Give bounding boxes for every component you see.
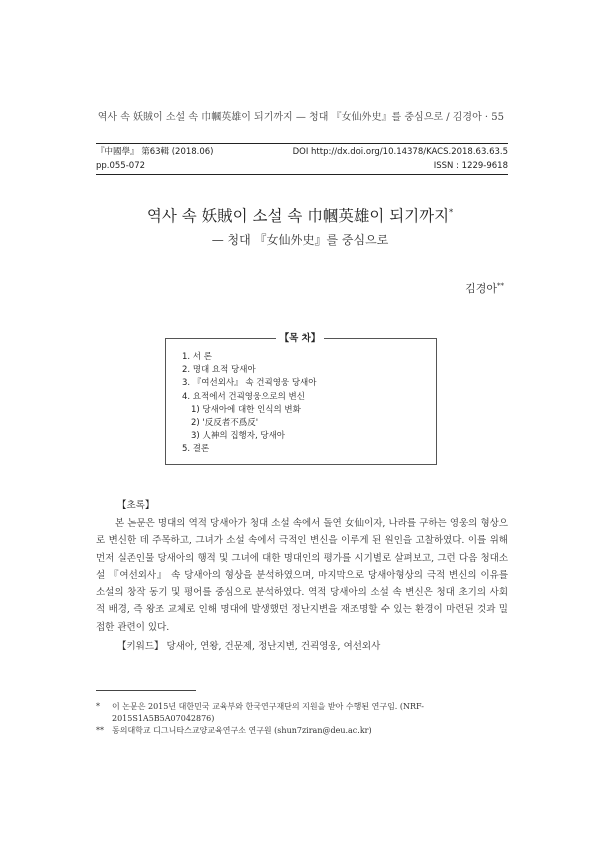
footnote bbox=[96, 701, 516, 725]
abstract-text: 본 논문은 명대의 역적 당새아가 청대 소설 속에서 돌연 女仙이자, 나라를 구하는 영웅의 형상으로 변신한 데 주목하고, 그녀가 소설 속에서 극적인 변신을 이루게 된 원인을 고찰하였다. 이를 위해 먼저 실존인물 당새아의 행적 및 그녀에 대한 명대인의 평가를 시기별로 살펴보고, 그런 다음 청대소설 『여선외사』 속 당새아의 형상을 분석하였으며, 마지막으로 당새아형상의 극적 변신의 이유를 소설의 창작 동기 및 평어를 중심으로 분석하였다. 역적 당새아의 소설 속 변신은 청대 초기의 사회적 배경, 즉 왕조 교체로 인해 명대에 발생했던 정난지변을 재조명할 수 있는 환경이 마련된 것과 밀접한 관련이 있다. bbox=[96, 518, 508, 633]
footnote-text: 동의대학교 디그니타스교양교육연구소 연구원 (shun7ziran@deu.ac.kr) bbox=[112, 726, 372, 735]
paper-subtitle: — 청대 『女仙外史』를 중심으로 bbox=[211, 233, 389, 247]
toc-list bbox=[182, 351, 316, 457]
toc-subitem: 3) 人神의 집행자, 당새아 bbox=[191, 431, 286, 442]
running-header: 역사 속 妖賊이 소설 속 巾幗英雄이 되기까지 — 청대 『女仙外史』를 중심으로 / 김경아 · 55 bbox=[97, 112, 504, 123]
toc-title bbox=[0, 330, 600, 344]
toc-item: 2. 명대 요적 당새아 bbox=[182, 365, 256, 376]
footnote-mark: * bbox=[96, 702, 100, 711]
footnote-mark: ** bbox=[96, 726, 104, 735]
journal-issn: ISSN : 1229-9618 bbox=[433, 161, 508, 171]
journal-pages: pp.055-072 bbox=[96, 161, 146, 171]
toc-item: 3. 『여선외사』 속 건괵영웅 당새아 bbox=[182, 378, 317, 389]
toc-item: 1. 서 론 bbox=[182, 352, 212, 362]
toc-item: 4. 요적에서 건괵영웅으로의 변신 bbox=[182, 391, 305, 402]
abstract-label: 【초록】 bbox=[117, 500, 155, 511]
paper-title-text: 역사 속 妖賊이 소설 속 巾幗英雄이 되기까지 bbox=[146, 207, 450, 225]
toc-item: 5. 결론 bbox=[182, 444, 210, 455]
author-name-text: 김경아 bbox=[465, 282, 497, 295]
footnote-divider bbox=[96, 690, 196, 691]
table-of-contents bbox=[165, 338, 437, 465]
footnote bbox=[96, 725, 516, 737]
journal-name: 『中國學』 第63輯 (2018.06) bbox=[96, 147, 214, 157]
toc-subitem: 2) '反反者不爲反' bbox=[191, 418, 259, 429]
keywords: 【키워드】 당새아, 연왕, 건문제, 정난지변, 건괵영웅, 여선외사 bbox=[117, 641, 381, 652]
doi-link[interactable]: DOI http://dx.doi.org/10.14378/KACS.2018.63.63.5 bbox=[292, 147, 508, 157]
author-name bbox=[465, 280, 504, 296]
toc-subitem: 1) 당새아에 대한 인식의 변화 bbox=[191, 404, 301, 415]
author-footnote-mark: ** bbox=[497, 282, 504, 290]
paper-title bbox=[0, 204, 600, 226]
journal-info-box bbox=[96, 143, 508, 175]
journal-info-row-1 bbox=[96, 145, 508, 159]
footnotes bbox=[96, 701, 516, 737]
journal-info-row-2 bbox=[96, 159, 508, 173]
title-footnote-mark: * bbox=[449, 208, 454, 217]
footnote-text: 이 논문은 2015년 대한민국 교육부와 한국연구재단의 지원을 받아 수행된 연구임. (NRF-2015S1A5B5A07042876) bbox=[112, 702, 424, 723]
toc-title-text: 【목 차】 bbox=[276, 333, 325, 344]
